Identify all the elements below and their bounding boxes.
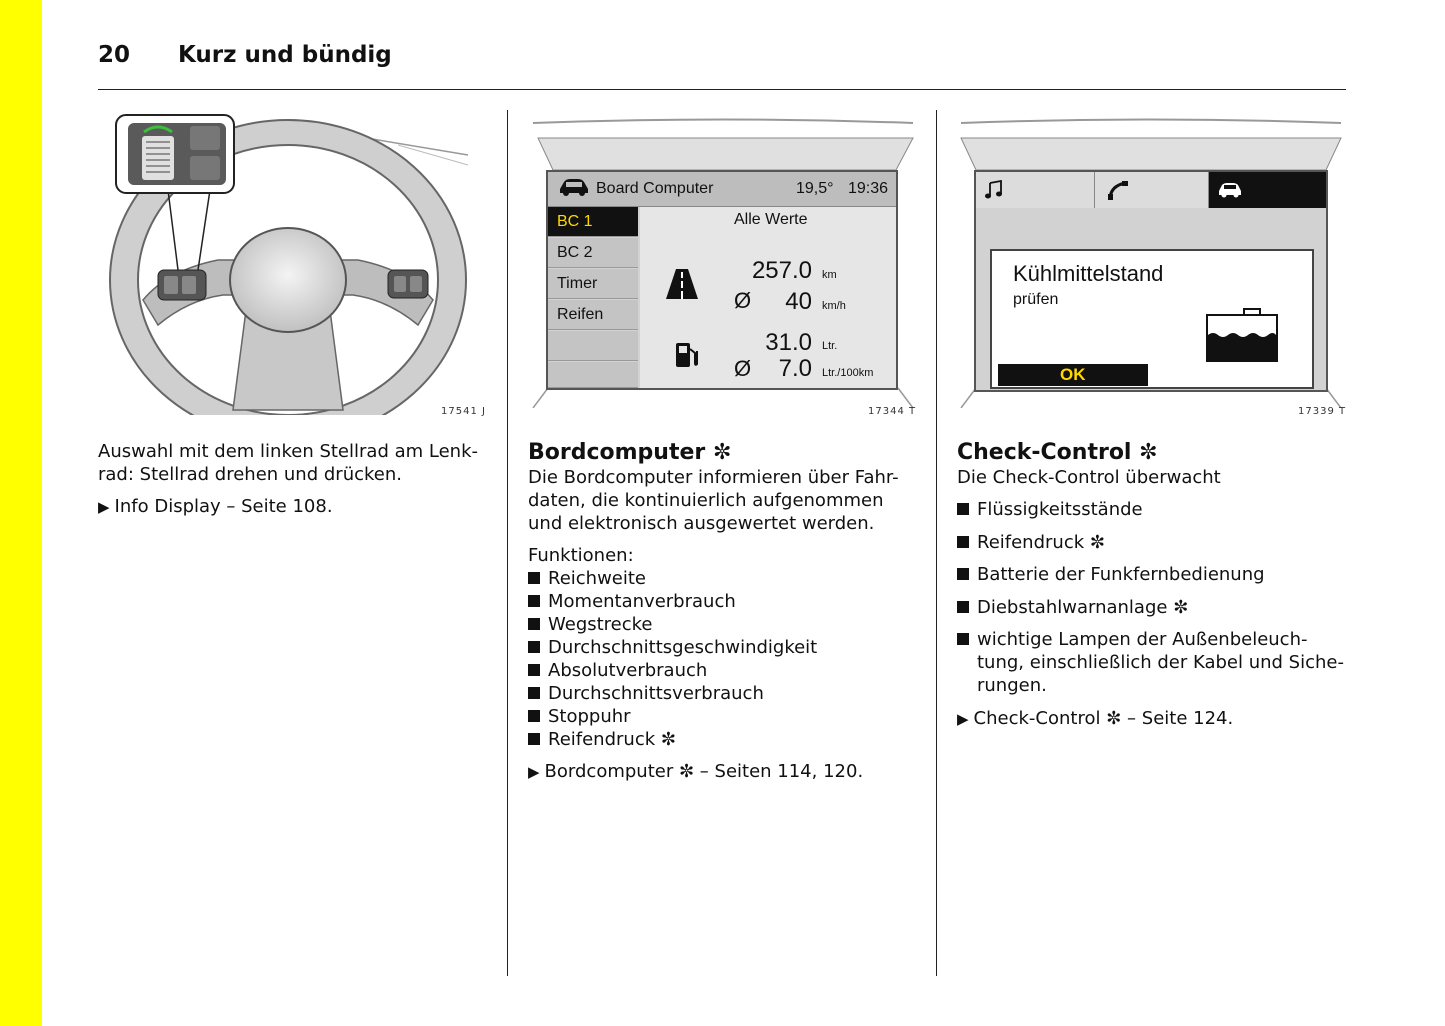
feature-star-icon: ✼ [1106,707,1122,729]
ok-label: OK [1060,365,1086,384]
list-item: Durchschnittsgeschwindigkeit [528,636,918,659]
road-icon [666,269,698,299]
left-paragraph-line-1: Auswahl mit dem linken Stellrad am Lenk- [98,441,478,462]
left-column-text [98,440,488,528]
arrow-right-icon: ▶ [957,709,969,728]
intro-line: daten, die kontinuierlich aufgenommen [528,490,884,511]
right-column-text [957,440,1347,740]
arrow-right-icon: ▶ [528,763,540,781]
display-subtitle: Alle Werte [734,211,808,228]
page-title: Kurz und bündig [178,42,392,68]
fuel-pump-icon [674,341,700,369]
range-value: 257.0 [751,257,812,284]
column-divider-1 [507,110,508,976]
left-reference-text: Info Display – Seite 108. [114,496,333,517]
feature-star-icon: ✼ [660,729,676,750]
figure-code-middle: 17344 T [868,406,917,417]
list-item: Absolutverbrauch [528,659,918,682]
bordcomputer-heading [528,440,918,466]
music-note-icon [984,180,1004,200]
fuel-value: 31.0 [765,329,812,356]
range-unit: km [822,269,837,281]
coolant-tank-icon [1204,307,1280,365]
display-time: 19:36 [848,180,889,197]
list-item: Wegstrecke [528,613,918,636]
reference-pages: – Seiten 114, 120. [699,761,864,782]
avg-speed-value: 40 [785,288,812,315]
feature-star-icon: ✼ [678,761,695,782]
feature-star-icon: ✼ [1173,596,1189,618]
list-item: Batterie der Funkfernbedienung [957,563,1347,586]
left-reference [98,495,488,519]
check-control-list [957,498,1347,697]
message-title: Kühlmittelstand [1013,261,1164,286]
avg-speed-symbol: Ø [734,288,752,313]
feature-star-icon: ✼ [712,440,732,465]
bordcomputer-reference [528,760,918,784]
check-control-display [974,170,1328,392]
display-header [548,172,896,207]
check-control-intro: Die Check-Control überwacht [957,467,1221,488]
bordcomputer-intro [528,466,918,535]
avg-consumption-unit: Ltr./100km [822,367,874,379]
check-control-reference [957,707,1347,731]
tab-phone [1095,172,1209,208]
page-number: 20 [98,42,131,68]
arrow-right-icon: ▶ [98,498,110,516]
avg-speed-unit: km/h [822,300,846,312]
menu-item-empty-1 [548,331,638,361]
feature-star-icon: ✼ [1089,531,1105,553]
middle-column-text [528,440,918,793]
list-item: Flüssigkeitsstände [957,498,1347,521]
list-item: Reifendruck ✼ [957,531,1347,554]
display-temperature: 19,5° [796,180,834,197]
reference-pages: – Seite 124. [1127,707,1234,729]
left-paragraph [98,440,488,486]
board-computer-display [546,170,898,390]
check-control-heading-text: Check-Control [957,440,1132,465]
list-item: wichtige Lampen der Außenbeleuch- tung, einschließlich der Kabel und Siche- rungen. [957,628,1347,697]
ok-button [998,364,1148,386]
tab-audio [976,172,1095,208]
menu-item-empty-2 [548,362,638,388]
list-item: Stoppuhr [528,705,918,728]
message-subtitle: prüfen [1013,291,1059,308]
figure-code-left: 17541 J [441,406,486,417]
phone-icon [1107,180,1129,200]
tab-vehicle [1209,172,1326,208]
bordcomputer-heading-text: Bordcomputer [528,440,706,465]
list-item: Momentanverbrauch [528,590,918,613]
page-edge-tab [0,0,42,1026]
column-divider-2 [936,110,937,976]
intro-line: und elektronisch ausgewertet werden. [528,513,875,534]
menu-item-bc1: BC 1 [548,207,638,237]
feature-star-icon: ✼ [1139,440,1158,465]
fuel-unit: Ltr. [822,340,838,352]
car-icon [1217,182,1243,198]
car-icon [558,178,590,196]
header-rule [98,89,1346,90]
check-control-heading [957,440,1347,466]
steering-wheel-illustration [98,110,488,415]
menu-item-bc2: BC 2 [548,238,638,268]
menu-item-reifen: Reifen [548,300,638,330]
intro-line: Die Bordcomputer informieren über Fahr- [528,467,899,488]
avg-consumption-symbol: Ø [734,356,752,381]
avg-consumption-value: 7.0 [778,355,812,382]
list-item: Durchschnittsverbrauch [528,682,918,705]
reference-label: Check-Control [973,707,1101,729]
list-item: Reifendruck ✼ [528,728,918,751]
functions-label: Funktionen: [528,545,634,566]
display-title: Board Computer [596,180,714,197]
left-paragraph-line-2: rad: Stellrad drehen und drücken. [98,464,402,485]
list-item: Reichweite [528,567,918,590]
functions-list [528,567,918,751]
figure-code-right: 17339 T [1298,406,1347,417]
menu-item-timer: Timer [548,269,638,299]
reference-label: Bordcomputer [544,761,674,782]
list-item: Diebstahlwarnanlage ✼ [957,596,1347,619]
display-values-panel [640,207,896,388]
